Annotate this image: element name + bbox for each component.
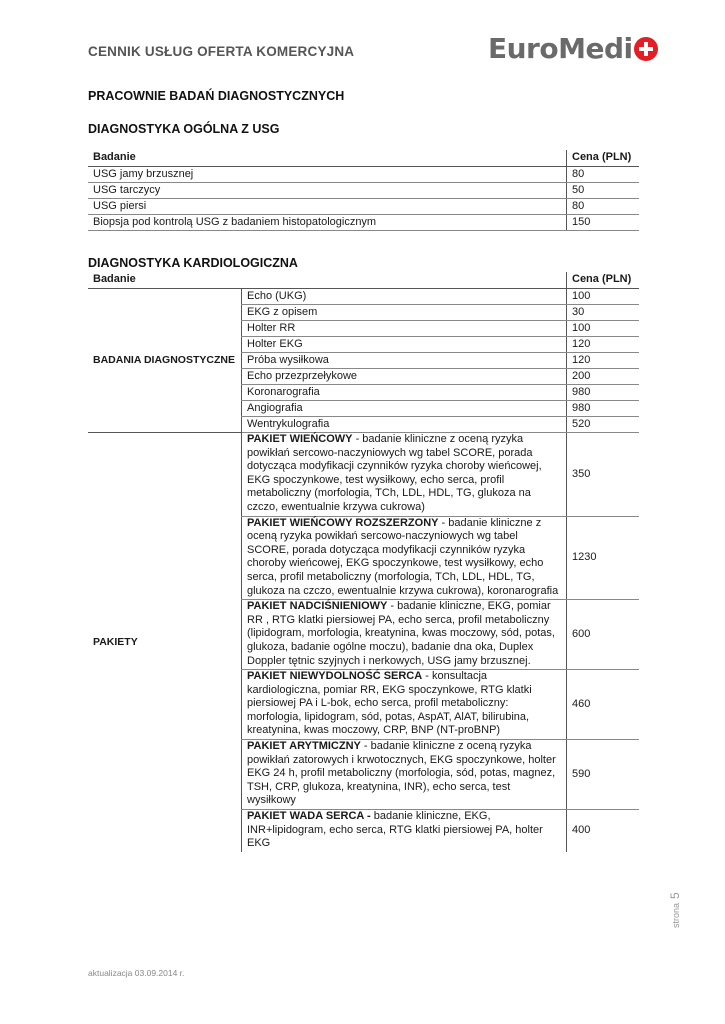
exam-price: 980	[567, 385, 640, 401]
exam-price: 100	[567, 321, 640, 337]
page-number-value: 5	[668, 892, 682, 899]
package-details: - konsultacja kardiologiczna, pomiar RR, EKG spoczynkowe, RTG klatki piersiowej PA i L-bok, echo serca, profil metaboliczny: morfologia, lipidogram, sód, potas, AspAT, AlAT, bilirubina, kreatynina, kwas moczowy, CRP, BNP (NT-proBNP)	[247, 670, 532, 737]
exam-price: 30	[567, 305, 640, 321]
update-date: aktualizacja 03.09.2014 r.	[88, 968, 185, 978]
package-price: 600	[567, 600, 640, 670]
package-price: 590	[567, 740, 640, 810]
exam-name: USG piersi	[88, 199, 567, 215]
column-header-price: Cena (PLN)	[567, 150, 640, 167]
exam-price: 50	[567, 183, 640, 199]
table-row	[88, 167, 639, 183]
section-title-cardio: DIAGNOSTYKA KARDIOLOGICZNA	[88, 256, 298, 270]
exam-price: 120	[567, 353, 640, 369]
section-title-main: PRACOWNIE BADAŃ DIAGNOSTYCZNYCH	[88, 89, 345, 103]
exam-price: 100	[567, 289, 640, 305]
package-name: PAKIET NADCIŚNIENIOWY	[247, 600, 388, 613]
page-number	[668, 892, 682, 928]
package-price: 350	[567, 433, 640, 517]
package-price: 400	[567, 810, 640, 852]
package-details: - badanie kliniczne z oceną ryzyka powikłań sercowo-naczyniowych wg tabel SCORE, porada dotycząca modyfikacji czynników ryzyka choroby wieńcowej, EKG spoczynkowe, test wysiłkowy, echo serca, profil metaboliczny (morfologia, TCh, LDL, HDL, TG, glukoza na czczo, ewentualnie krzywa cukrowa), koronarografia	[247, 516, 559, 597]
package-name: PAKIET NIEWYDOLNOŚĆ SERCA	[247, 670, 423, 683]
package-name: PAKIET ARYTMICZNY	[247, 740, 361, 753]
group-label-packages: PAKIETY	[93, 635, 138, 648]
exam-name: Holter EKG	[242, 337, 567, 353]
usg-price-table	[88, 150, 639, 231]
exam-name: USG tarczycy	[88, 183, 567, 199]
exam-name: Biopsja pod kontrolą USG z badaniem histopatologicznym	[88, 215, 567, 231]
package-row	[88, 433, 639, 517]
exam-name: Koronarografia	[242, 385, 567, 401]
document-header-title: CENNIK USŁUG OFERTA KOMERCYJNA	[88, 44, 355, 59]
exam-name: Echo przezprzełykowe	[242, 369, 567, 385]
page-label: strona	[671, 902, 681, 928]
exam-name: Wentrykulografia	[242, 417, 567, 433]
exam-price: 980	[567, 401, 640, 417]
exam-name: USG jamy brzusznej	[88, 167, 567, 183]
logo-text: EuroMedi	[488, 32, 633, 65]
section-title-usg: DIAGNOSTYKA OGÓLNA Z USG	[88, 122, 280, 136]
package-description	[242, 810, 567, 852]
table-row	[88, 289, 639, 305]
exam-name: Echo (UKG)	[242, 289, 567, 305]
package-description	[242, 516, 567, 600]
package-price: 460	[567, 670, 640, 740]
package-details: badanie kliniczne, EKG, INR+lipidogram, echo serca, RTG klatki piersiowej PA, holter EKG	[247, 810, 543, 850]
exam-name: Angiografia	[242, 401, 567, 417]
exam-price: 520	[567, 417, 640, 433]
package-description	[242, 600, 567, 670]
euromedic-logo	[488, 32, 658, 65]
package-details: - badanie kliniczne, EKG, pomiar RR , RTG klatki piersiowej PA, echo serca, profil metaboliczny (lipidogram, morfologia, kreatynina, kwas moczowy, sód, potas, glukoza, badanie ogólne moczu), badanie dna oka, Duplex Doppler tętnic szyjnych i nerkowych, USG jamy brzusznej.	[247, 600, 555, 667]
exam-name: Próba wysiłkowa	[242, 353, 567, 369]
package-details: - badanie kliniczne z oceną ryzyka powikłań zatorowych i krwotocznych, EKG spoczynkowe, holter EKG 24 h, profil metaboliczny (morfologia, sód, potas, magnez, TSH, CRP, glukoza, kreatynina, INR), echo serca, test wysiłkowy	[247, 740, 556, 807]
table-row	[88, 183, 639, 199]
package-description	[242, 670, 567, 740]
table-header-row	[88, 150, 639, 167]
cardio-price-table	[88, 272, 639, 852]
exam-price: 200	[567, 369, 640, 385]
column-header-price: Cena (PLN)	[567, 272, 640, 289]
package-description	[242, 740, 567, 810]
exam-price: 150	[567, 215, 640, 231]
package-name: PAKIET WIEŃCOWY ROZSZERZONY	[247, 516, 439, 529]
table-row	[88, 215, 639, 231]
package-details: - badanie kliniczne z oceną ryzyka powikłań sercowo-naczyniowych wg tabel SCORE, porada dotycząca modyfikacji czynników ryzyka choroby wieńcowej, EKG spoczynkowe, test wysiłkowy, echo serca, profil metaboliczny (morfologia, TCh, LDL, HDL, TG, glukoza na czczo, ewentualnie krzywa cukrowa)	[247, 433, 542, 513]
exam-name: Holter RR	[242, 321, 567, 337]
group-label-diagnostic: BADANIA DIAGNOSTYCZNE	[88, 289, 242, 433]
exam-price: 80	[567, 167, 640, 183]
package-name: PAKIET WIEŃCOWY	[247, 433, 353, 445]
medical-cross-icon	[634, 37, 658, 61]
package-price: 1230	[567, 516, 640, 600]
exam-price: 120	[567, 337, 640, 353]
package-description	[242, 433, 567, 517]
column-header-exam: Badanie	[88, 272, 567, 289]
table-row	[88, 199, 639, 215]
column-header-exam: Badanie	[88, 150, 567, 167]
exam-price: 80	[567, 199, 640, 215]
exam-name: EKG z opisem	[242, 305, 567, 321]
package-name: PAKIET WADA SERCA -	[247, 810, 371, 823]
table-header-row	[88, 272, 639, 289]
